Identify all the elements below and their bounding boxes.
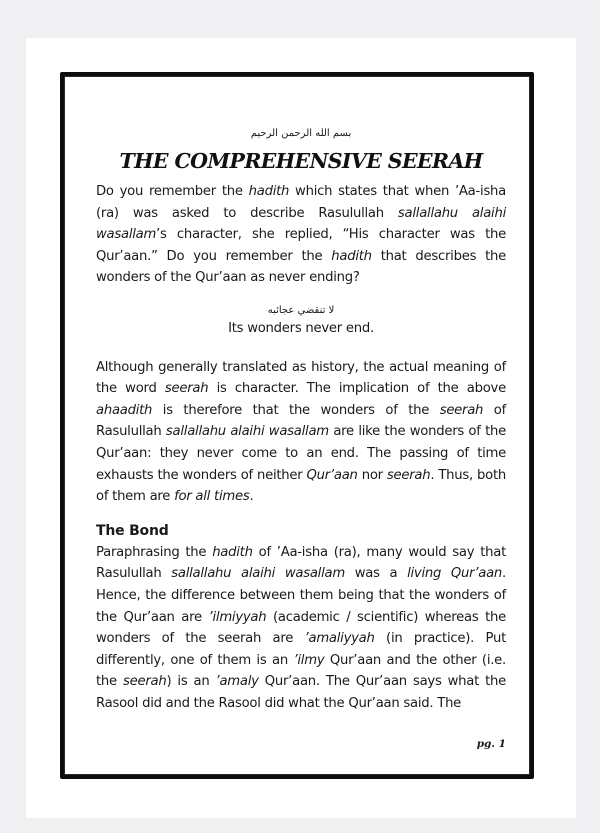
italic-term: ’amaliyyah (304, 631, 375, 647)
section-heading-the-bond: The Bond (96, 522, 169, 539)
italic-term: hadith (248, 184, 290, 199)
document-page (26, 38, 576, 818)
page-number: pg. 1 (476, 738, 506, 750)
italic-term: sallallahu alaihi wasallam (96, 205, 506, 243)
italic-term: seerah (439, 402, 484, 418)
italic-term: seerah (164, 381, 209, 397)
italic-term: seerah (386, 467, 431, 483)
italic-term: ’amaly (215, 674, 259, 690)
italic-term: sallallahu alaihi wasallam (171, 566, 345, 582)
paragraph-intro: Do you remember the hadith which states that when ’Aa-isha (ra) was asked to describe Rasulullah sallallahu alaihi wasallam’s character, she replied, “His character was the Qur’aan.” Do you remember the hadith that describes the wonders of the Qur’aan as never ending? (96, 184, 506, 286)
italic-term: ’ilmiyyah (208, 609, 267, 625)
italic-term: sallallahu alaihi wasallam (165, 424, 329, 440)
italic-term: hadith (212, 544, 253, 560)
page-content (96, 128, 506, 714)
italic-term: for all times (174, 489, 250, 505)
italic-term: Qur’aan (306, 467, 358, 483)
italic-term: living Qur’aan (407, 566, 503, 582)
italic-term: seerah (122, 674, 167, 690)
bismillah-text: بسم الله الرحمن الرحيم (250, 128, 352, 139)
paragraph-seerah-meaning: Although generally translated as history, the actual meaning of the word seerah is character. The implication of the above ahaadith is therefore that the wonders of the seerah of Rasulullah sallallahu alaihi wasallam are like the wonders of the Qur’aan: they never come to an end. The passing of time exhausts the wonders of neither Qur’aan nor seerah. Thus, both of them are for all times. (96, 359, 506, 505)
italic-term: ’ilmy (293, 652, 325, 668)
arabic-quote: لا تنقضي عجائبه (267, 304, 335, 316)
italic-term: ahaadith (96, 402, 153, 418)
paragraph-the-bond: Paraphrasing the hadith of ’Aa-isha (ra), many would say that Rasulullah sallallahu alaihi wasallam was a living Qur’aan. Hence, the difference between them being that the wonders of the Qur’aan are ’ilmiyyah (academic / scientific) whereas the wonders of the seerah are ’amaliyyah (in practice). Put differently, one of them is an ’ilmy Qur’aan and the other (i.e. the seerah) is an ’amaly Qur’aan. The Qur’aan says what the Rasool did and the Rasool did what the Qur’aan said. The (96, 544, 507, 711)
italic-term: hadith (331, 248, 372, 264)
page-title: THE COMPREHENSIVE SEERAH (119, 149, 483, 173)
quote-translation: Its wonders never end. (228, 320, 374, 336)
